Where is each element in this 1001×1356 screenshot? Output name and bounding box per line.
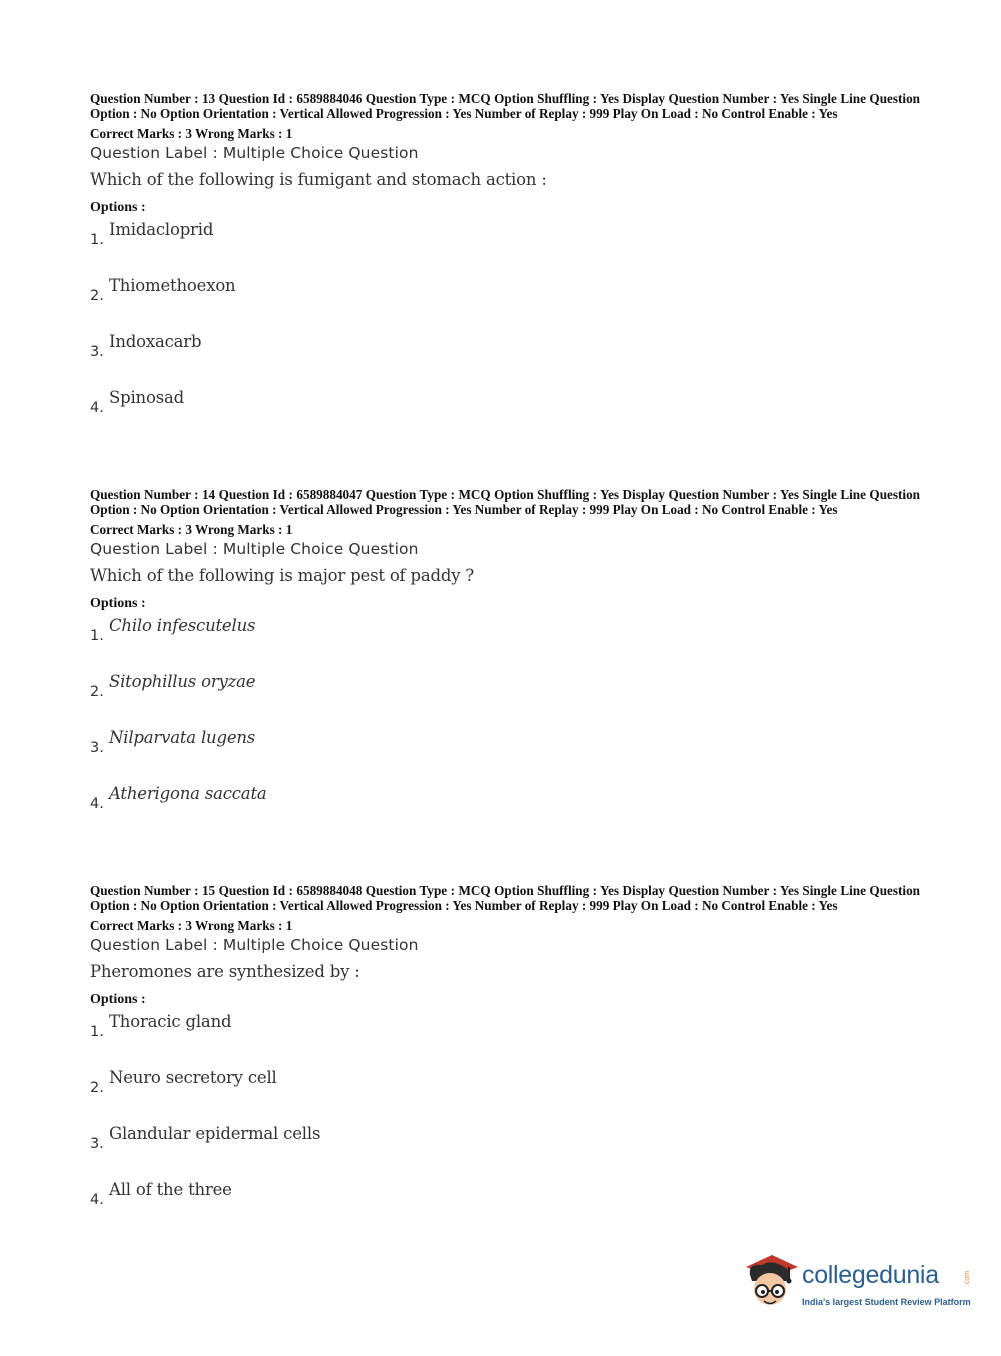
options-list — [90, 1012, 920, 1236]
option-text: Spinosad — [109, 388, 184, 407]
collegedunia-logo — [742, 1251, 972, 1319]
question-block-14 — [90, 488, 920, 840]
logo-tagline: India's largest Student Review Platform — [802, 1297, 971, 1307]
option-1 — [90, 220, 920, 276]
question-text: Pheromones are synthesized by : — [90, 962, 360, 981]
option-text: Sitophillus oryzae — [109, 672, 256, 691]
question-label: Question Label : Multiple Choice Question — [90, 936, 419, 954]
option-text: Indoxacarb — [109, 332, 202, 351]
question-text: Which of the following is major pest of paddy ? — [90, 566, 475, 585]
question-text: Which of the following is fumigant and stomach action : — [90, 170, 547, 189]
question-label: Question Label : Multiple Choice Question — [90, 540, 419, 558]
option-2 — [90, 276, 920, 332]
options-heading: Options : — [90, 596, 146, 611]
logo-domain-suffix: .com — [964, 1270, 972, 1287]
option-number: 2. — [90, 1080, 104, 1096]
question-marks: Correct Marks : 3 Wrong Marks : 1 — [90, 918, 293, 933]
option-text: Thoracic gland — [109, 1012, 232, 1031]
question-marks: Correct Marks : 3 Wrong Marks : 1 — [90, 522, 293, 537]
option-number: 3. — [90, 740, 104, 756]
option-text: Thiomethoexon — [109, 276, 236, 295]
option-3 — [90, 1124, 920, 1180]
option-text: Neuro secretory cell — [109, 1068, 277, 1087]
option-number: 3. — [90, 344, 104, 360]
option-text: All of the three — [109, 1180, 232, 1199]
option-1 — [90, 1012, 920, 1068]
options-list — [90, 220, 920, 444]
option-4 — [90, 1180, 920, 1236]
option-number: 1. — [90, 628, 104, 644]
option-number: 2. — [90, 288, 104, 304]
logo-wordmark: collegedunia — [802, 1261, 939, 1289]
question-meta: Question Number : 13 Question Id : 6589884046 Question Type : MCQ Option Shuffling : Yes Display Question Number : Yes Single Line Question Option : No Option Orientation : Vertical Allowed Progression : Yes Number of Replay : 999 Play On Load : No Control Enable : Yes — [90, 91, 920, 121]
option-2 — [90, 672, 920, 728]
option-4 — [90, 388, 920, 444]
options-heading: Options : — [90, 992, 146, 1007]
question-label: Question Label : Multiple Choice Question — [90, 144, 419, 162]
question-marks: Correct Marks : 3 Wrong Marks : 1 — [90, 126, 293, 141]
option-2 — [90, 1068, 920, 1124]
option-1 — [90, 616, 920, 672]
question-meta: Question Number : 14 Question Id : 6589884047 Question Type : MCQ Option Shuffling : Yes Display Question Number : Yes Single Line Question Option : No Option Orientation : Vertical Allowed Progression : Yes Number of Replay : 999 Play On Load : No Control Enable : Yes — [90, 487, 920, 517]
option-text: Nilparvata lugens — [109, 728, 256, 747]
question-block-15 — [90, 884, 920, 1236]
options-heading: Options : — [90, 200, 146, 215]
option-4 — [90, 784, 920, 840]
options-list — [90, 616, 920, 840]
option-3 — [90, 332, 920, 388]
graduate-mascot-icon — [742, 1251, 800, 1313]
option-text: Imidacloprid — [109, 220, 214, 239]
option-number: 4. — [90, 796, 104, 812]
question-block-13 — [90, 92, 920, 444]
option-text: Chilo infescutelus — [109, 616, 256, 635]
option-3 — [90, 728, 920, 784]
option-number: 1. — [90, 1024, 104, 1040]
option-text: Glandular epidermal cells — [109, 1124, 321, 1143]
question-meta: Question Number : 15 Question Id : 6589884048 Question Type : MCQ Option Shuffling : Yes Display Question Number : Yes Single Line Question Option : No Option Orientation : Vertical Allowed Progression : Yes Number of Replay : 999 Play On Load : No Control Enable : Yes — [90, 883, 920, 913]
option-text: Atherigona saccata — [109, 784, 267, 803]
option-number: 3. — [90, 1136, 104, 1152]
option-number: 2. — [90, 684, 104, 700]
option-number: 4. — [90, 1192, 104, 1208]
option-number: 1. — [90, 232, 104, 248]
option-number: 4. — [90, 400, 104, 416]
